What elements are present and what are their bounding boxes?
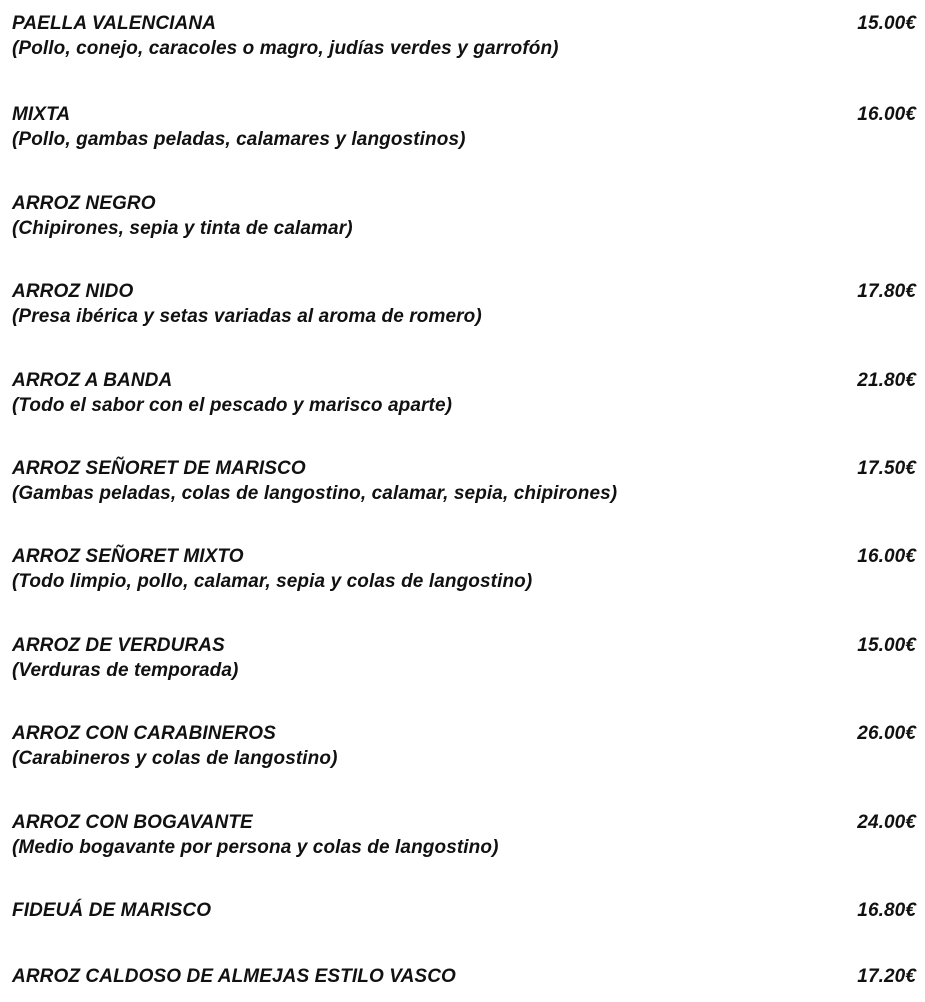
item-price: 24.00€ (857, 812, 916, 833)
item-name: ARROZ SEÑORET DE MARISCO (12, 458, 306, 479)
menu-item-arroz-de-verduras (12, 633, 916, 683)
menu-item-arroz-caldoso-almejas (12, 964, 916, 989)
item-description: (Pollo, gambas peladas, calamares y langostinos) (12, 129, 466, 150)
item-name: ARROZ NIDO (12, 281, 134, 302)
item-price: 15.00€ (857, 635, 916, 656)
menu-item-arroz-nido (12, 279, 916, 329)
item-description: (Todo limpio, pollo, calamar, sepia y colas de langostino) (12, 571, 533, 592)
item-price: 16.00€ (857, 104, 916, 125)
menu-item-arroz-con-carabineros (12, 721, 916, 771)
item-price: 17.20€ (857, 966, 916, 987)
item-price: 17.80€ (857, 281, 916, 302)
item-name: ARROZ DE VERDURAS (12, 635, 225, 656)
item-description: (Chipirones, sepia y tinta de calamar) (12, 218, 353, 239)
item-name: PAELLA VALENCIANA (12, 13, 217, 34)
item-description: (Pollo, conejo, caracoles o magro, judías verdes y garrofón) (12, 38, 559, 59)
item-name: ARROZ CON CARABINEROS (12, 723, 276, 744)
menu-item-arroz-a-banda (12, 368, 916, 418)
menu-item-arroz-senoret-mixto (12, 544, 916, 594)
item-price: 16.80€ (857, 900, 916, 921)
item-description: (Presa ibérica y setas variadas al aroma de romero) (12, 306, 482, 327)
item-price: 16.00€ (857, 546, 916, 567)
menu-item-mixta (12, 102, 916, 152)
item-description: (Verduras de temporada) (12, 660, 239, 681)
item-name: ARROZ SEÑORET MIXTO (12, 546, 244, 567)
menu-item-arroz-con-bogavante (12, 810, 916, 860)
item-description: (Gambas peladas, colas de langostino, calamar, sepia, chipirones) (12, 483, 618, 504)
item-price: 15.00€ (857, 13, 916, 34)
item-description: (Medio bogavante por persona y colas de langostino) (12, 837, 499, 858)
menu-item-fideua-de-marisco (12, 898, 916, 923)
menu-item-paella-valenciana (12, 11, 916, 61)
item-name: ARROZ A BANDA (12, 370, 173, 391)
item-name: FIDEUÁ DE MARISCO (12, 900, 212, 921)
item-name: ARROZ CALDOSO DE ALMEJAS ESTILO VASCO (12, 966, 456, 987)
item-description: (Todo el sabor con el pescado y marisco aparte) (12, 395, 453, 416)
item-name: ARROZ CON BOGAVANTE (12, 812, 253, 833)
item-price: 21.80€ (857, 370, 916, 391)
item-name: ARROZ NEGRO (12, 193, 156, 214)
item-description: (Carabineros y colas de langostino) (12, 748, 338, 769)
item-price: 17.50€ (857, 458, 916, 479)
menu-item-arroz-negro (12, 191, 916, 241)
menu-item-arroz-senoret-marisco (12, 456, 916, 506)
item-price: 26.00€ (857, 723, 916, 744)
item-name: MIXTA (12, 104, 71, 125)
